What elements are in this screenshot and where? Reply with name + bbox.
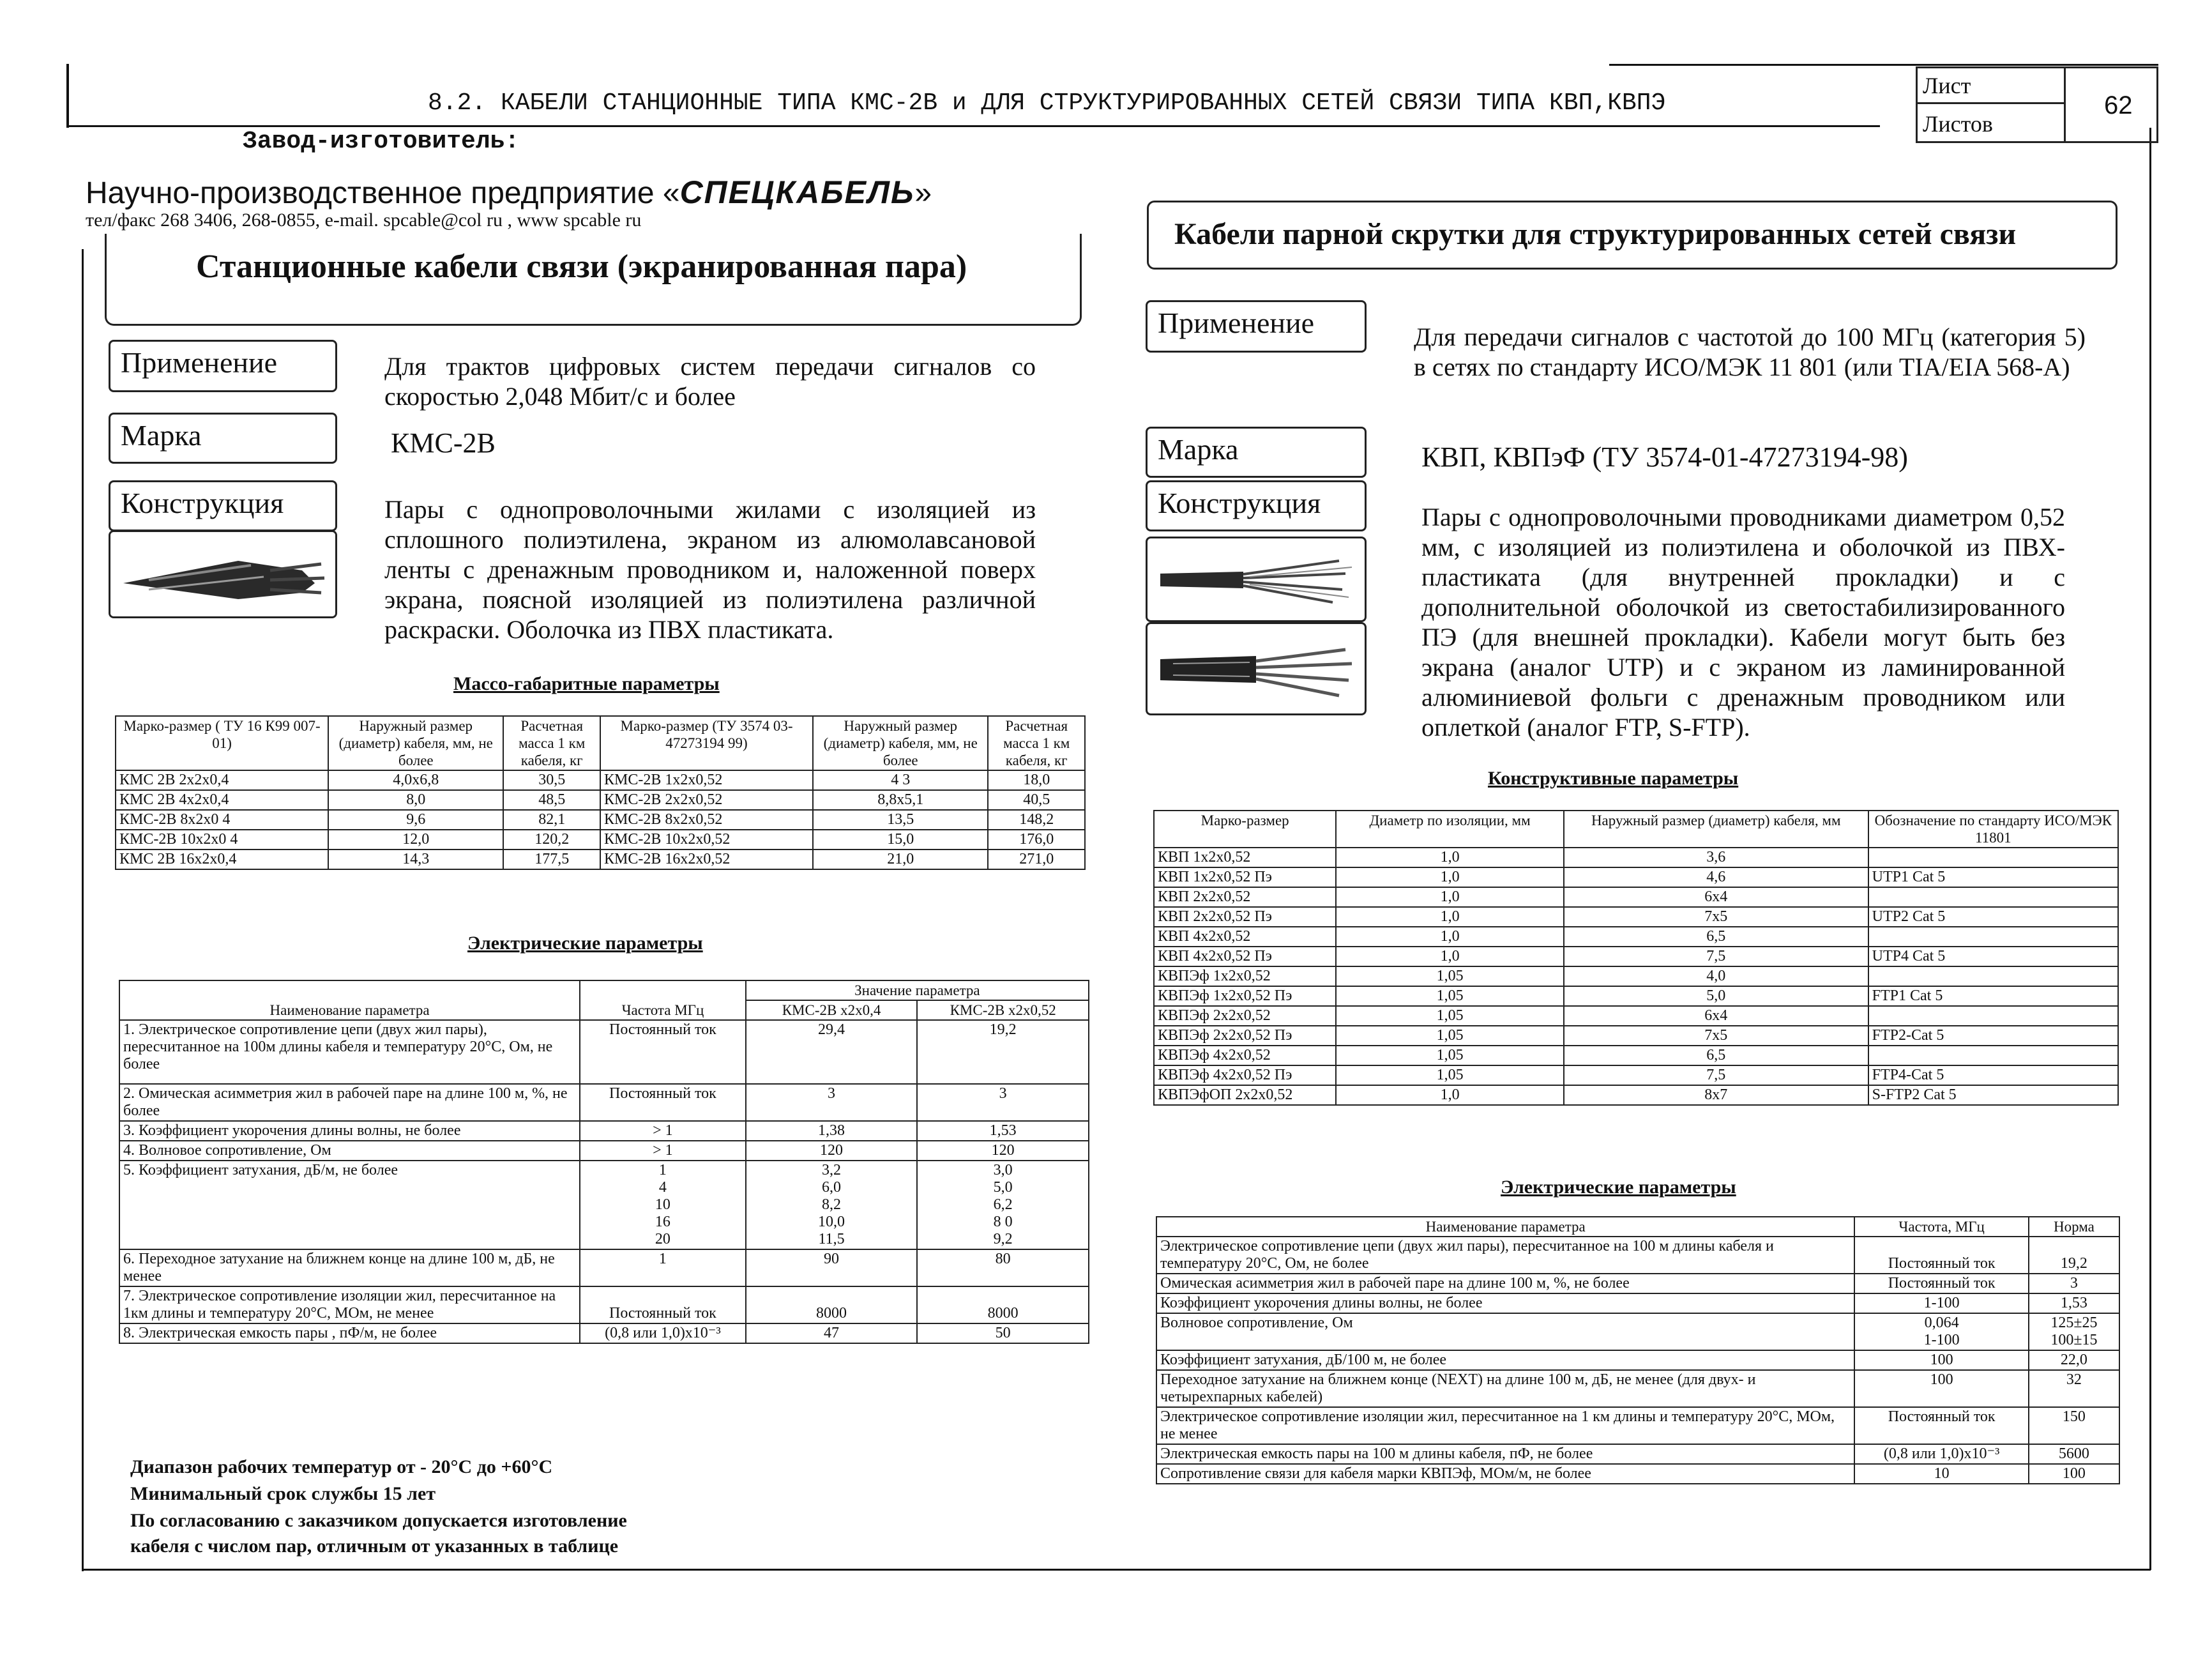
frame-right xyxy=(2149,128,2151,1570)
table-cell: 177,5 xyxy=(503,850,600,869)
table-header-cell: Норма xyxy=(2029,1217,2119,1237)
table-row xyxy=(1154,1026,2118,1046)
table-cell: > 1 xyxy=(580,1121,746,1141)
company-suffix: » xyxy=(914,176,932,210)
table-cell: 100 xyxy=(1854,1350,2028,1370)
right-brand-text: КВП, КВПэФ (ТУ 3574-01-47273194-98) xyxy=(1421,441,1908,473)
sheet-label-cell xyxy=(1918,68,2066,104)
table-row xyxy=(119,1121,1089,1141)
table-cell: 47 xyxy=(746,1323,918,1343)
page-title: 8.2. КАБЕЛИ СТАНЦИОННЫЕ ТИПА КМС-2В и ДЛЯ СТРУКТУРИРОВАННЫХ СЕТЕЙ СВЯЗИ ТИПА КВП,КВПЭ xyxy=(428,89,1666,117)
table-cell: 1,0 xyxy=(1336,907,1564,927)
table-cell: 271,0 xyxy=(988,850,1085,869)
table-cell: КМС-2В 2х2х0,52 xyxy=(600,790,813,810)
table-cell: Постоянный ток xyxy=(1854,1407,2028,1444)
table-row xyxy=(1156,1464,2119,1484)
table-cell: 120 xyxy=(917,1141,1089,1161)
right-construction-text: Пары с однопроволочными проводниками диаметром 0,52 мм, с изоляцией из полиэтилена и оболочкой из ПВХ- пластиката (для внутренней прокладки) и с дополнительной оболочкой из светостабилизированного ПЭ (для внешней прокладки). Кабели могут быть без экрана (аналог UTP) и с экраном из ламинированной алюминиевой фольги с дренажным проводником или оплеткой (аналог FTP, S-FTP). xyxy=(1421,503,2065,742)
table-cell: 21,0 xyxy=(813,850,988,869)
table-cell: (0,8 или 1,0)х10⁻³ xyxy=(1854,1444,2028,1464)
right-elec-table xyxy=(1156,1216,2120,1484)
table-cell: 4,0 xyxy=(1564,966,1868,986)
table-row xyxy=(1154,927,2118,947)
table-cell: 1,38 xyxy=(746,1121,918,1141)
table-header-cell: КМС-2В х2х0,52 xyxy=(917,1000,1089,1020)
table-cell: КМС-2В 1х2х0,52 xyxy=(600,770,813,790)
cable-photo-icon xyxy=(1148,624,1365,713)
table-cell: КМС-2В 10х2х0,52 xyxy=(600,830,813,850)
table-cell: UTP1 Cat 5 xyxy=(1868,867,2118,887)
table-cell: 4,6 xyxy=(1564,867,1868,887)
table-cell: 19,2 xyxy=(2029,1237,2119,1274)
table-cell: 5. Коэффициент затухания, дБ/м, не более xyxy=(119,1161,580,1249)
table-cell: 1,05 xyxy=(1336,986,1564,1006)
frame-header-bottom xyxy=(66,125,1880,127)
footer-note-line1: По согласованию с заказчиком допускается изготовление xyxy=(130,1510,627,1531)
table-cell: 1 4 10 16 20 xyxy=(580,1161,746,1249)
table-cell: 29,4 xyxy=(746,1020,918,1084)
table-row xyxy=(116,770,1085,790)
frame-left xyxy=(82,249,84,1571)
table-cell: 1,05 xyxy=(1336,1065,1564,1085)
table-header-row xyxy=(119,980,1089,1000)
table-cell: 3 xyxy=(917,1084,1089,1121)
table-cell: 7. Электрическое сопротивление изоляции жил, пересчитанное на 1км длины и температуру 20°С, МОм, не менее xyxy=(119,1286,580,1323)
table-cell: Коэффициент укорочения длины волны, не более xyxy=(1156,1293,1854,1313)
table-row xyxy=(1154,867,2118,887)
right-constr-table xyxy=(1153,810,2119,1106)
right-brand-label: Марка xyxy=(1146,427,1367,478)
table-cell: 150 xyxy=(2029,1407,2119,1444)
table-cell: 148,2 xyxy=(988,810,1085,830)
table-cell: 100 xyxy=(2029,1464,2119,1484)
table-cell: 1,53 xyxy=(917,1121,1089,1141)
company-contacts: тел/факс 268 3406, 268-0855, e-mail. spcable@col ru , www spcable ru xyxy=(86,210,642,231)
table-row xyxy=(1154,1046,2118,1065)
table-row xyxy=(1154,1085,2118,1105)
table-header-row xyxy=(1156,1217,2119,1237)
table-cell: 6х4 xyxy=(1564,1006,1868,1026)
table-header-cell: Марко-размер ( ТУ 16 К99 007-01) xyxy=(116,716,328,770)
left-title-box xyxy=(105,234,1082,326)
table-cell xyxy=(1868,887,2118,907)
table-row xyxy=(1156,1313,2119,1350)
table-cell: КВП 4х2х0,52 Пэ xyxy=(1154,947,1336,966)
sheet-box xyxy=(1916,66,2158,143)
table-cell: 176,0 xyxy=(988,830,1085,850)
right-title-box xyxy=(1147,201,2117,270)
table-cell: 12,0 xyxy=(328,830,503,850)
left-construction-text: Пары с однопроволочными жилами с изоляцией из сплошного полиэтилена, экраном из алюмолавсановой ленты с дренажным проводником и, наложенной поверх экрана, поясной изоляцией из полиэтилена различной раскраски. Оболочка из ПВХ пластиката. xyxy=(384,495,1036,644)
table-cell: Коэффициент затухания, дБ/100 м, не более xyxy=(1156,1350,1854,1370)
table-row xyxy=(116,850,1085,869)
table-cell: 100 xyxy=(1854,1370,2028,1407)
left-application-label: Применение xyxy=(109,340,337,392)
table-cell: 7х5 xyxy=(1564,1026,1868,1046)
right-cable-image-2 xyxy=(1146,622,1367,715)
table-header-cell: Обозначение по стандарту ИСО/МЭК 11801 xyxy=(1868,811,2118,848)
table-cell: КВПЭф 2х2х0,52 xyxy=(1154,1006,1336,1026)
table-cell: 4,0х6,8 xyxy=(328,770,503,790)
company-name xyxy=(86,174,932,211)
table-cell: КВП 1х2х0,52 xyxy=(1154,848,1336,867)
table-cell: 6х4 xyxy=(1564,887,1868,907)
table-header-cell: Значение параметра xyxy=(746,980,1089,1000)
right-cable-image-1 xyxy=(1146,537,1367,622)
table-row xyxy=(1154,887,2118,907)
table-cell: 1,0 xyxy=(1336,927,1564,947)
table-cell: 1,53 xyxy=(2029,1293,2119,1313)
footer-note-line2: кабеля с числом пар, отличным от указанных в таблице xyxy=(130,1536,619,1557)
table-cell: КВП 2х2х0,52 xyxy=(1154,887,1336,907)
table-row xyxy=(1154,966,2118,986)
cable-photo-icon xyxy=(110,532,335,616)
table-cell: КВПЭф 2х2х0,52 Пэ xyxy=(1154,1026,1336,1046)
table-row xyxy=(1156,1370,2119,1407)
table-header-row xyxy=(116,716,1085,770)
table-cell: Электрическое сопротивление изоляции жил, пересчитанное на 1 км длины и температуру 20°С, МОм, не менее xyxy=(1156,1407,1854,1444)
right-elec-title: Электрические параметры xyxy=(1501,1177,1736,1198)
table-cell: 3 xyxy=(746,1084,918,1121)
right-construction-label: Конструкция xyxy=(1146,480,1367,531)
table-header-cell: Диаметр по изоляции, мм xyxy=(1336,811,1564,848)
table-cell: FTP4-Cat 5 xyxy=(1868,1065,2118,1085)
table-header-cell: Частота МГц xyxy=(580,980,746,1020)
table-cell: 15,0 xyxy=(813,830,988,850)
frame-bottom xyxy=(82,1569,2151,1571)
table-cell: 3 xyxy=(2029,1274,2119,1293)
table-row xyxy=(1156,1350,2119,1370)
table-cell: 1,0 xyxy=(1336,1085,1564,1105)
table-header-row xyxy=(1154,811,2118,848)
table-cell: 48,5 xyxy=(503,790,600,810)
sheet-label: Лист xyxy=(1923,73,1971,98)
sheet-number: 62 xyxy=(2104,91,2133,119)
table-cell: FTP1 Cat 5 xyxy=(1868,986,2118,1006)
table-cell: Постоянный ток xyxy=(580,1286,746,1323)
table-row xyxy=(1156,1237,2119,1274)
footer-service-life: Минимальный срок службы 15 лет xyxy=(130,1483,436,1504)
table-cell: 1,0 xyxy=(1336,867,1564,887)
table-cell: > 1 xyxy=(580,1141,746,1161)
table-row xyxy=(119,1249,1089,1286)
company-logo: СПЕЦКАБЕЛЬ xyxy=(679,174,915,210)
table-cell: 3,0 5,0 6,2 8 0 9,2 xyxy=(917,1161,1089,1249)
table-cell xyxy=(1868,1046,2118,1065)
table-cell: 2. Омическая асимметрия жил в рабочей паре на длине 100 м, %, не более xyxy=(119,1084,580,1121)
table-cell: КВП 2х2х0,52 Пэ xyxy=(1154,907,1336,927)
table-cell: 4. Волновое сопротивление, Ом xyxy=(119,1141,580,1161)
table-cell: 8х7 xyxy=(1564,1085,1868,1105)
table-cell: 1,0 xyxy=(1336,887,1564,907)
table-cell: 1,05 xyxy=(1336,1046,1564,1065)
table-cell: 1. Электрическое сопротивление цепи (двух жил пары), пересчитанное на 100м длины кабеля и температуру 20°С, Ом, не более xyxy=(119,1020,580,1084)
cable-photo-icon xyxy=(1148,538,1365,620)
table-cell: 1 xyxy=(580,1249,746,1286)
table-cell: 1,05 xyxy=(1336,966,1564,986)
right-constr-title: Конструктивные параметры xyxy=(1488,768,1739,789)
table-header-cell: Наружный размер (диаметр) кабеля, мм, не более xyxy=(328,716,503,770)
table-cell: 90 xyxy=(746,1249,918,1286)
table-cell: 1-100 xyxy=(1854,1293,2028,1313)
table-cell xyxy=(1868,927,2118,947)
frame-top-right xyxy=(1609,64,2158,66)
table-cell: UTP4 Cat 5 xyxy=(1868,947,2118,966)
table-cell: 19,2 xyxy=(917,1020,1089,1084)
table-row xyxy=(1156,1293,2119,1313)
table-cell: 0,064 1-100 xyxy=(1854,1313,2028,1350)
table-cell: Сопротивление связи для кабеля марки КВПЭф, МОм/м, не более xyxy=(1156,1464,1854,1484)
table-row xyxy=(1154,1065,2118,1085)
table-cell: 3. Коэффициент укорочения длины волны, не более xyxy=(119,1121,580,1141)
company-prefix: Научно-производственное предприятие « xyxy=(86,176,680,210)
table-cell: КВПЭф 4х2х0,52 xyxy=(1154,1046,1336,1065)
table-cell: Постоянный ток xyxy=(1854,1274,2028,1293)
table-row xyxy=(1154,986,2118,1006)
table-row xyxy=(116,790,1085,810)
left-brand-label: Марка xyxy=(109,413,337,464)
table-cell: 120,2 xyxy=(503,830,600,850)
table-cell: Постоянный ток xyxy=(580,1020,746,1084)
table-cell: 125±25 100±15 xyxy=(2029,1313,2119,1350)
table-cell: 8000 xyxy=(917,1286,1089,1323)
sheets-label-cell xyxy=(1918,104,2066,141)
table-row xyxy=(119,1084,1089,1121)
table-cell: 40,5 xyxy=(988,790,1085,810)
table-cell: 7,5 xyxy=(1564,1065,1868,1085)
right-application-text: Для передачи сигналов с частотой до 100 МГц (категория 5) в сетях по стандарту ИСО/МЭК 11 801 (или TIA/EIA 568-A) xyxy=(1414,323,2086,381)
table-cell: Постоянный ток xyxy=(1854,1237,2028,1274)
table-header-cell: Расчетная масса 1 км кабеля, кг xyxy=(503,716,600,770)
table-header-cell: Наименование параметра xyxy=(1156,1217,1854,1237)
table-header-cell: Марко-размер (ТУ 3574 03-47273194 99) xyxy=(600,716,813,770)
table-cell: S-FTP2 Cat 5 xyxy=(1868,1085,2118,1105)
table-cell: Омическая асимметрия жил в рабочей паре на длине 100 м, %, не более xyxy=(1156,1274,1854,1293)
table-cell: 1,0 xyxy=(1336,947,1564,966)
table-cell: 6,5 xyxy=(1564,1046,1868,1065)
left-mass-table xyxy=(115,715,1086,870)
table-cell: 9,6 xyxy=(328,810,503,830)
table-cell: КМС 2В 2х2х0,4 xyxy=(116,770,328,790)
left-elec-title: Электрические параметры xyxy=(467,933,703,954)
table-cell: 6. Переходное затухание на ближнем конце на длине 100 м, дБ, не менее xyxy=(119,1249,580,1286)
table-cell: 50 xyxy=(917,1323,1089,1343)
table-cell: КВП 4х2х0,52 xyxy=(1154,927,1336,947)
table-header-cell: Наружный размер (диаметр) кабеля, мм xyxy=(1564,811,1868,848)
table-cell: КВПЭф 1х2х0,52 xyxy=(1154,966,1336,986)
table-cell: 8. Электрическая емкость пары , пФ/м, не более xyxy=(119,1323,580,1343)
table-row xyxy=(1154,1006,2118,1026)
table-cell: Переходное затухание на ближнем конце (NEXT) на длине 100 м, дБ, не менее (для двух- и четырехпарных кабелей) xyxy=(1156,1370,1854,1407)
table-header-cell: Расчетная масса 1 км кабеля, кг xyxy=(988,716,1085,770)
table-cell: 8000 xyxy=(746,1286,918,1323)
sheets-label: Листов xyxy=(1923,111,1993,137)
table-cell: 7х5 xyxy=(1564,907,1868,927)
table-cell: UTP2 Cat 5 xyxy=(1868,907,2118,927)
table-row xyxy=(119,1323,1089,1343)
table-row xyxy=(119,1141,1089,1161)
manufacturer-label: Завод-изготовитель: xyxy=(243,128,520,155)
table-cell: КМС-2В 8х2х0 4 xyxy=(116,810,328,830)
table-row xyxy=(1154,947,2118,966)
table-row xyxy=(119,1161,1089,1249)
table-cell: КМС-2В 16х2х0,52 xyxy=(600,850,813,869)
table-cell: 32 xyxy=(2029,1370,2119,1407)
right-title: Кабели парной скрутки для структурированных сетей связи xyxy=(1174,217,2017,251)
table-cell: Волновое сопротивление, Ом xyxy=(1156,1313,1854,1350)
table-row xyxy=(119,1286,1089,1323)
table-cell: Постоянный ток xyxy=(580,1084,746,1121)
table-cell: КВП 1х2х0,52 Пэ xyxy=(1154,867,1336,887)
table-row xyxy=(1154,848,2118,867)
table-header-cell: Наружный размер (диаметр) кабеля, мм, не более xyxy=(813,716,988,770)
table-row xyxy=(1156,1407,2119,1444)
table-cell: 82,1 xyxy=(503,810,600,830)
left-brand-text: КМС-2В xyxy=(391,427,496,459)
table-cell: КВПЭфОП 2х2х0,52 xyxy=(1154,1085,1336,1105)
table-cell: КМС 2В 16х2х0,4 xyxy=(116,850,328,869)
table-row xyxy=(119,1020,1089,1084)
table-cell: КВПЭф 4х2х0,52 Пэ xyxy=(1154,1065,1336,1085)
table-cell: 18,0 xyxy=(988,770,1085,790)
table-cell: Электрическое сопротивление цепи (двух жил пары), пересчитанное на 100 м длины кабеля и температуру 20°С, Ом, не более xyxy=(1156,1237,1854,1274)
table-cell: 1,0 xyxy=(1336,848,1564,867)
table-cell: 22,0 xyxy=(2029,1350,2119,1370)
table-cell: 8,0 xyxy=(328,790,503,810)
table-cell: 5600 xyxy=(2029,1444,2119,1464)
table-cell: (0,8 или 1,0)х10⁻³ xyxy=(580,1323,746,1343)
table-cell: 80 xyxy=(917,1249,1089,1286)
table-cell: КМС-2В 8х2х0,52 xyxy=(600,810,813,830)
table-cell: 4 3 xyxy=(813,770,988,790)
table-cell: 6,5 xyxy=(1564,927,1868,947)
frame-left-top xyxy=(66,64,69,128)
table-cell: 7,5 xyxy=(1564,947,1868,966)
table-cell: 10 xyxy=(1854,1464,2028,1484)
table-cell xyxy=(1868,966,2118,986)
table-header-cell: Частота, МГц xyxy=(1854,1217,2028,1237)
table-cell xyxy=(1868,848,2118,867)
table-row xyxy=(1156,1444,2119,1464)
table-cell: 8,8х5,1 xyxy=(813,790,988,810)
table-row xyxy=(116,810,1085,830)
right-application-label: Применение xyxy=(1146,300,1367,353)
table-cell: 3,6 xyxy=(1564,848,1868,867)
left-application-text: Для трактов цифровых систем передачи сигналов со скоростью 2,048 Мбит/с и более xyxy=(384,352,1036,411)
table-cell: 1,05 xyxy=(1336,1006,1564,1026)
table-cell xyxy=(1868,1006,2118,1026)
left-construction-label: Конструкция xyxy=(109,480,337,531)
table-cell: 1,05 xyxy=(1336,1026,1564,1046)
table-row xyxy=(116,830,1085,850)
table-cell: 30,5 xyxy=(503,770,600,790)
table-cell: 14,3 xyxy=(328,850,503,869)
footer-temperature: Диапазон рабочих температур от - 20°С до +60°С xyxy=(130,1456,553,1477)
table-cell: 13,5 xyxy=(813,810,988,830)
left-cable-image xyxy=(109,530,337,618)
table-row xyxy=(1154,907,2118,927)
table-cell: 3,2 6,0 8,2 10,0 11,5 xyxy=(746,1161,918,1249)
table-header-cell: КМС-2В х2х0,4 xyxy=(746,1000,918,1020)
table-header-cell: Наименование параметра xyxy=(119,980,580,1020)
table-cell: Электрическая емкость пары на 100 м длины кабеля, пФ, не более xyxy=(1156,1444,1854,1464)
table-cell: FTP2-Cat 5 xyxy=(1868,1026,2118,1046)
table-row xyxy=(1156,1274,2119,1293)
left-title: Станционные кабели связи (экранированная пара) xyxy=(196,248,967,285)
table-cell: 120 xyxy=(746,1141,918,1161)
left-elec-table xyxy=(119,980,1089,1344)
table-cell: 5,0 xyxy=(1564,986,1868,1006)
left-mass-title: Массо-габаритные параметры xyxy=(453,673,720,694)
table-cell: КМС-2В 10х2х0 4 xyxy=(116,830,328,850)
table-cell: КМС 2В 4х2х0,4 xyxy=(116,790,328,810)
table-cell: КВПЭф 1х2х0,52 Пэ xyxy=(1154,986,1336,1006)
table-header-cell: Марко-размер xyxy=(1154,811,1336,848)
